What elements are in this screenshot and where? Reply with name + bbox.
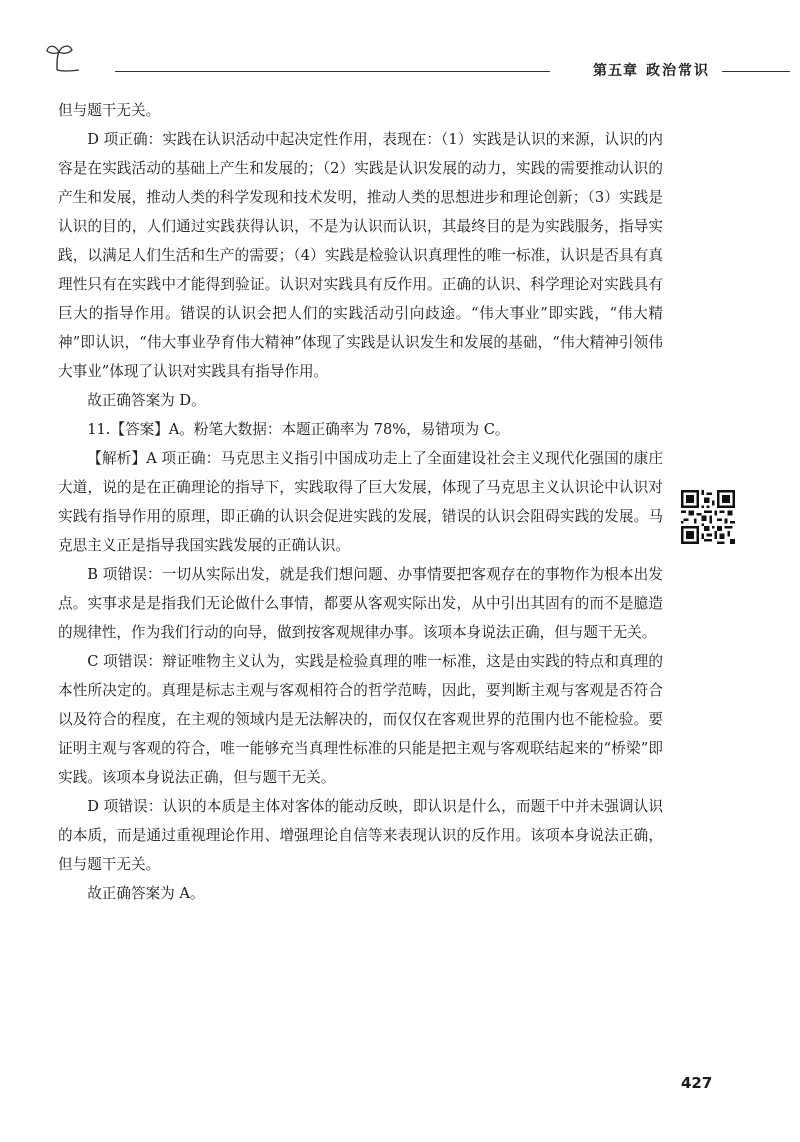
section-title: 政治常识	[646, 63, 710, 79]
paragraph: D 项正确：实践在认识活动中起决定性作用，表现在：（1）实践是认识的来源，认识的内容是在实践活动的基础上产生和发展的；（2）实践是认识发展的动力，实践的需要推动认识的产生和发展，推动人类的科学发现和技术发明，推动人类的思想进步和理论创新；（3）实践是认识的目的，人们通过实践获得认识，不是为认识而认识，其最终目的是为实践服务，指导实践，以满足人们生活和生产的需要；（4）实践是检验认识真理性的唯一标准，认识是否具有真理性只有在实践中才能得到验证。认识对实践具有反作用。正确的认识、科学理论对实践具有巨大的指导作用。错误的认识会把人们的实践活动引向歧途。“伟大事业”即实践，“伟大精神”即认识，“伟大事业孕育伟大精神”体现了实践是认识发生和发展的基础，“伟大精神引领伟大事业”体现了认识对实践具有指导作用。	[58, 131, 663, 380]
paragraph: B 项错误：一切从实际出发，就是我们想问题、办事情要把客观存在的事物作为根本出发点。实事求是是指我们无论做什么事情，都要从客观实际出发，从中引出其固有的而不是臆造的规律性，作为我们行动的向导，做到按客观规律办事。该项本身说法正确，但与题干无关。	[58, 566, 663, 641]
paragraph: 故正确答案为 A。	[87, 885, 205, 902]
chapter-label: 第五章	[593, 63, 638, 79]
paragraph: C 项错误：辩证唯物主义认为，实践是检验真理的唯一标准，这是由实践的特点和真理的本性所决定的。真理是标志主观与客观相符合的哲学范畴，因此，要判断主观与客观是否符合以及符合的程度，在主观的领域内是无法解决的，而仅仅在客观世界的范围内也不能检验。要证明主观与客观的符合，唯一能够充当真理性标准的只能是把主观与客观联结起来的“桥梁”即实践。该项本身说法正确，但与题干无关。	[58, 653, 663, 786]
answer-line: 11.【答案】A。粉笔大数据：本题正确率为 78%，易错项为 C。	[87, 421, 510, 438]
paragraph: D 项错误：认识的本质是主体对客体的能动反映，即认识是什么，而题干中并未强调认识的本质，而是通过重视理论作用、增强理论自信等来表现认识的反作用。该项本身说法正确，但与题干无关。	[58, 798, 663, 873]
page-number: 427	[681, 1074, 713, 1092]
paragraph: 【解析】A 项正确：马克思主义指引中国成功走上了全面建设社会主义现代化强国的康庄大道，说的是在正确理论的指导下，实践取得了巨大发展，体现了马克思主义认识论中认识对实践有指导作用的原理，即正确的认识会促进实践的发展，错误的认识会阻碍实践的发展。马克思主义正是指导我国实践发展的正确认识。	[58, 450, 663, 554]
page-header	[45, 38, 790, 78]
paragraph: 故正确答案为 D。	[87, 392, 206, 409]
page-body	[58, 96, 663, 908]
paragraph: 但与题干无关。	[58, 102, 161, 119]
qr-code-icon	[681, 490, 735, 544]
header-rule	[115, 71, 550, 72]
header-rule-tail	[722, 71, 790, 72]
sprout-icon	[45, 42, 79, 72]
